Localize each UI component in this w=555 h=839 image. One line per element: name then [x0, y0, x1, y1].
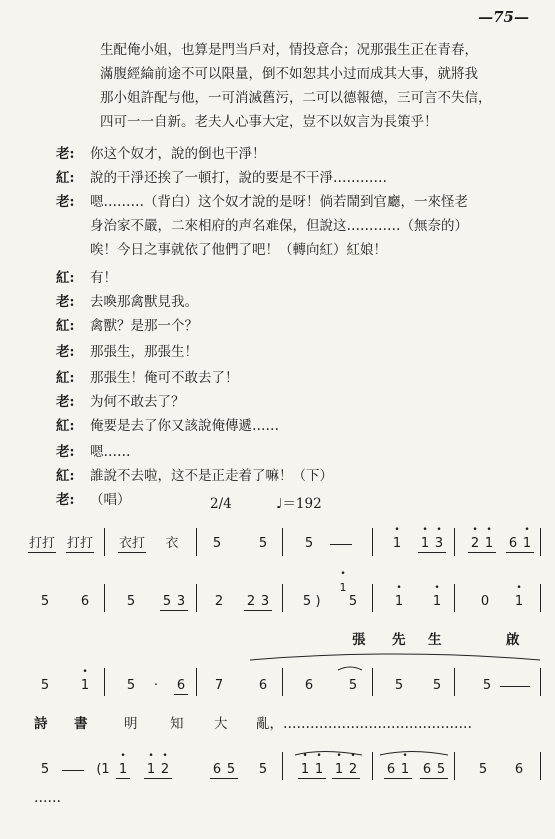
note: 5 [304, 536, 314, 551]
note: 5 [348, 594, 358, 609]
speaker-label: 老: [56, 146, 75, 162]
note: 5 [348, 678, 358, 693]
lyric-char: 書 [74, 716, 88, 732]
note: • 1 [298, 762, 312, 779]
dialogue-row [0, 464, 555, 488]
speaker-label: 紅: [56, 418, 75, 434]
lyric-char: 生 [428, 632, 442, 648]
dialogue-text: 去喚那禽獸見我。 [90, 294, 198, 310]
lyric-char: 張 [352, 632, 366, 648]
narration-line: 滿腹經綸前途不可以限量，倒不如恕其小过而成其大事，就將我 [100, 66, 478, 82]
dialogue-text: 嗯…… [90, 444, 131, 460]
note: 6 [304, 678, 314, 693]
note: 5 [126, 594, 136, 609]
speaker-label: 紅: [56, 468, 75, 484]
speaker-label: 老: [56, 444, 75, 460]
percussion-syllable: 衣 [165, 536, 179, 551]
grace-note: • 1 [336, 580, 350, 596]
augmentation-dot: · [153, 678, 159, 693]
note: • 1 [78, 678, 92, 694]
note: • 1 [312, 762, 326, 779]
dialogue-text: 俺要是去了你又該說俺傳遞…… [90, 418, 279, 434]
dialogue-row [0, 238, 555, 262]
dialogue-text: （唱） [90, 492, 131, 508]
speaker-label: 老: [56, 344, 75, 360]
note: 6 [174, 678, 188, 695]
note: • 1 [332, 762, 346, 779]
note: 6 [506, 536, 520, 553]
note: 5 [160, 594, 174, 611]
lyric-char: 明 [124, 716, 138, 732]
slur [295, 752, 362, 756]
dialogue-row [0, 390, 555, 414]
note: 5 [126, 678, 136, 693]
page-number: —75— [478, 8, 529, 26]
speaker-label: 老: [56, 492, 75, 508]
slur [338, 667, 362, 670]
dialogue-row [0, 190, 555, 214]
speaker-label: 紅: [56, 318, 75, 334]
dialogue-row [0, 414, 555, 438]
dialogue-row [0, 214, 555, 238]
note: 6 [384, 762, 398, 779]
lyric-char: 大 [214, 716, 228, 732]
speaker-label: 紅: [56, 370, 75, 386]
narration-line: 那小姐許配与他，一可消滅舊污，二可以德報德，三可言不失信， [100, 90, 492, 106]
note: 2 [244, 594, 258, 611]
note: 5 [432, 678, 442, 693]
dialogue-text: 禽獸？是那一个？ [90, 318, 198, 334]
dialogue-text: 說的干淨还挨了一頓打，說的要是不干淨………… [90, 170, 387, 186]
note: 7 [214, 678, 224, 693]
dialogue-text: 身治家不嚴，二來相府的声名难保，但說这…………（無奈的） [90, 218, 468, 234]
note: • 1 [398, 762, 412, 779]
note: 6 [80, 594, 90, 609]
note: • 2 [468, 536, 482, 553]
dialogue-row [0, 340, 555, 364]
note: 5 [40, 678, 50, 693]
note: • 1 [418, 536, 432, 553]
speaker-label: 老: [56, 194, 75, 210]
note: • 1 [512, 594, 526, 610]
note: 3 [174, 594, 188, 611]
note: 3 [258, 594, 272, 611]
note: • 1 [520, 536, 534, 553]
dialogue-row [0, 440, 555, 464]
note: 5 [40, 762, 50, 777]
dialogue-row [0, 142, 555, 166]
note: • 3 [432, 536, 446, 553]
dialogue-text: 嗯………（背白）这个奴才說的是呀！倘若鬧到官廳，一來怪老 [90, 194, 468, 210]
note: 5 [434, 762, 448, 779]
lyric-char: 亂，…………………………………… [256, 716, 472, 732]
dialogue-text: 为何不敢去了？ [90, 394, 185, 410]
dialogue-text: 那張生！俺可不敢去了！ [90, 370, 239, 386]
note: 6 [420, 762, 434, 779]
lyric-char: 知 [170, 716, 184, 732]
dialogue-text: 你这个奴才，說的倒也干淨！ [90, 146, 266, 162]
note: • 2 [158, 762, 172, 779]
note: 2 [214, 594, 224, 609]
bracket: ) [315, 594, 321, 609]
dialogue-text: 那張生，那張生！ [90, 344, 198, 360]
dialogue-row [0, 314, 555, 338]
lyric-char: 先 [392, 632, 406, 648]
note: 5 [212, 536, 222, 551]
lyric-char: 詩 [34, 716, 48, 732]
speaker-label: 老: [56, 294, 75, 310]
narration-block [100, 38, 540, 134]
note: 5 [394, 678, 404, 693]
lyric-char: 啟 [506, 632, 520, 648]
note: 5 [478, 762, 488, 777]
speaker-label: 紅: [56, 170, 75, 186]
dialogue-row [0, 166, 555, 190]
note: 6 [258, 678, 268, 693]
note: • 1 [482, 536, 496, 553]
meter-mark: 2/4 [210, 496, 232, 512]
narration-line: 四可一一自新。老夫人心事大定，豈不以奴言为長策乎！ [100, 114, 438, 130]
dialogue-row [0, 266, 555, 290]
continuation-ellipsis: …… [34, 790, 61, 806]
slur [380, 752, 448, 756]
note: (1 [96, 762, 110, 777]
percussion-syllable: 打打 [28, 536, 55, 551]
dialogue-text: 有！ [90, 270, 117, 286]
dialogue-text: 唉！今日之事就依了他們了吧！（轉向紅）紅娘！ [90, 242, 387, 258]
note: 5 [258, 536, 268, 551]
note: • 2 [346, 762, 360, 779]
narration-line: 生配俺小姐，也算是門当戶对，情投意合；况那張生正在青春， [100, 42, 478, 58]
tempo-mark: ♩＝192 [276, 496, 322, 512]
tempo-marking [210, 492, 362, 512]
note: 5 [302, 594, 312, 609]
note: 5 [40, 594, 50, 609]
note: 0 [480, 594, 490, 609]
dialogue-row [0, 290, 555, 314]
dialogue-row [0, 366, 555, 390]
note: 5 [258, 762, 268, 777]
note: • 1 [430, 594, 444, 610]
slur [250, 654, 540, 660]
note: • 1 [390, 536, 404, 552]
speaker-label: 紅: [56, 270, 75, 286]
note: • 1 [392, 594, 406, 610]
dialogue-text: 誰說不去啦，这不是正走着了嘛！（下） [90, 468, 333, 484]
speaker-label: 老: [56, 394, 75, 410]
note: • 1 [144, 762, 158, 779]
slur-layer [0, 518, 555, 838]
percussion-syllable: 打打 [66, 536, 93, 551]
note: 5 [482, 678, 492, 693]
note: 5 [224, 762, 238, 779]
percussion-syllable: 衣打 [118, 536, 145, 551]
note: 6 [210, 762, 224, 779]
note: • 1 [116, 762, 130, 779]
jianpu-score [0, 518, 555, 838]
note: 6 [514, 762, 524, 777]
